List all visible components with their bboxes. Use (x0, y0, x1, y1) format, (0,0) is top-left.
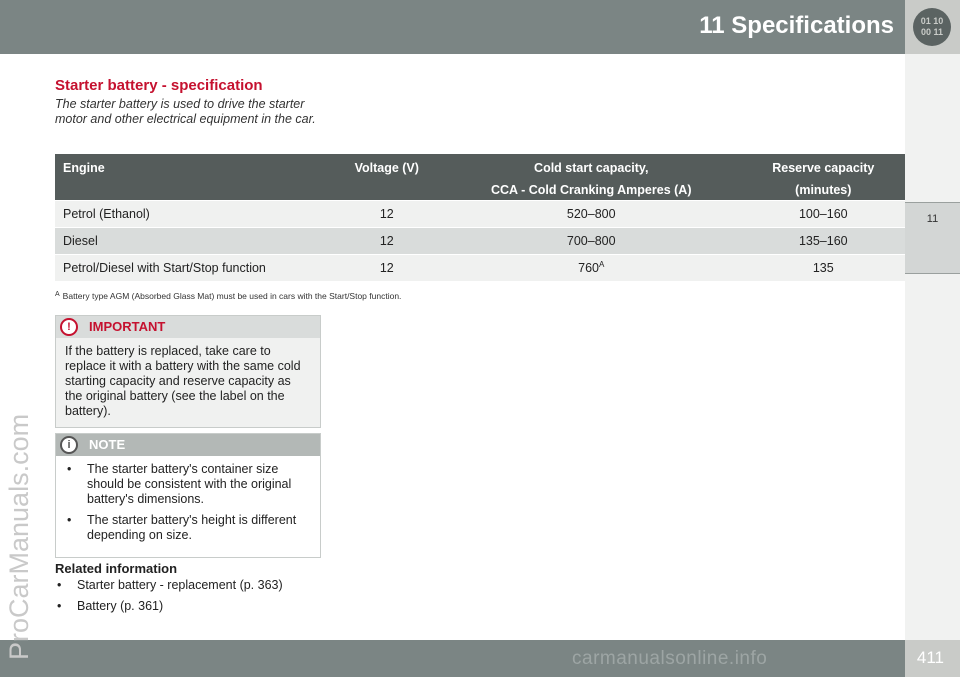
cell-cca: $760^A$ (441, 255, 742, 282)
table-header-row (55, 154, 905, 201)
footer-bar (0, 640, 905, 677)
cell-cca: 700–800 (441, 228, 742, 255)
related-link[interactable]: • Starter battery - replacement (p. 363) (55, 578, 355, 593)
table-row (55, 201, 905, 228)
chapter-tab[interactable] (905, 202, 960, 274)
cell-voltage: 12 (333, 201, 441, 228)
bottom-watermark: carmanualsonline.info (572, 648, 768, 669)
list-item: • The starter battery's height is different depending on size. (65, 513, 311, 543)
note-box (55, 433, 321, 558)
important-label: IMPORTANT (89, 319, 166, 334)
important-box (55, 315, 321, 428)
table-row (55, 228, 905, 255)
header-engine: Engine (55, 154, 333, 201)
header-cca: Cold start capacity, CCA - Cold Cranking Amperes (A) (441, 154, 742, 201)
related-list (55, 578, 355, 620)
chapter-tab-label: 11 (926, 213, 939, 225)
cell-voltage: 12 (333, 228, 441, 255)
header-corner (905, 0, 960, 54)
info-icon: i (60, 436, 78, 454)
page-number: 411 (916, 648, 944, 667)
table-footnote: $^A$ Battery type AGM (Absorbed Glass Mat) must be used in cars with the Start/Stop function. (55, 291, 402, 301)
related-title: Related information (55, 561, 178, 576)
side-strip (905, 54, 960, 640)
note-label: NOTE (89, 437, 126, 452)
cell-reserve: 135–160 (742, 228, 905, 255)
section-title: Starter battery - specification (55, 77, 263, 94)
list-item: • The starter battery's container size should be consistent with the original battery's dimensions. (65, 462, 311, 507)
table-row (55, 255, 905, 282)
cell-reserve: 100–160 (742, 201, 905, 228)
header-reserve: Reserve capacity (minutes) (742, 154, 905, 201)
section-intro: The starter battery is used to drive the starter motor and other electrical equipment in the car. (55, 97, 316, 126)
cell-engine: Diesel (55, 228, 333, 255)
important-header (56, 316, 320, 338)
cell-reserve: 135 (742, 255, 905, 282)
important-text: If the battery is replaced, take care to replace it with a battery with the same cold starting capacity and reserve capacity as the original battery (see the label on the battery). (65, 344, 301, 418)
footnote-ref: A (599, 260, 605, 270)
note-body (56, 456, 320, 557)
chapter-title: 11 Specifications (699, 12, 894, 39)
battery-spec-table (55, 154, 905, 281)
note-header (56, 434, 320, 456)
side-watermark: ProCarManuals.com (4, 413, 34, 660)
binary-icon: 01 10 00 11 (913, 8, 951, 46)
cell-engine: Petrol (Ethanol) (55, 201, 333, 228)
cell-voltage: 12 (333, 255, 441, 282)
cell-engine: Petrol/Diesel with Start/Stop function (55, 255, 333, 282)
exclamation-icon: ! (60, 318, 78, 336)
related-link[interactable]: • Battery (p. 361) (55, 599, 355, 614)
header-voltage: Voltage (V) (333, 154, 441, 201)
cell-cca: 520–800 (441, 201, 742, 228)
